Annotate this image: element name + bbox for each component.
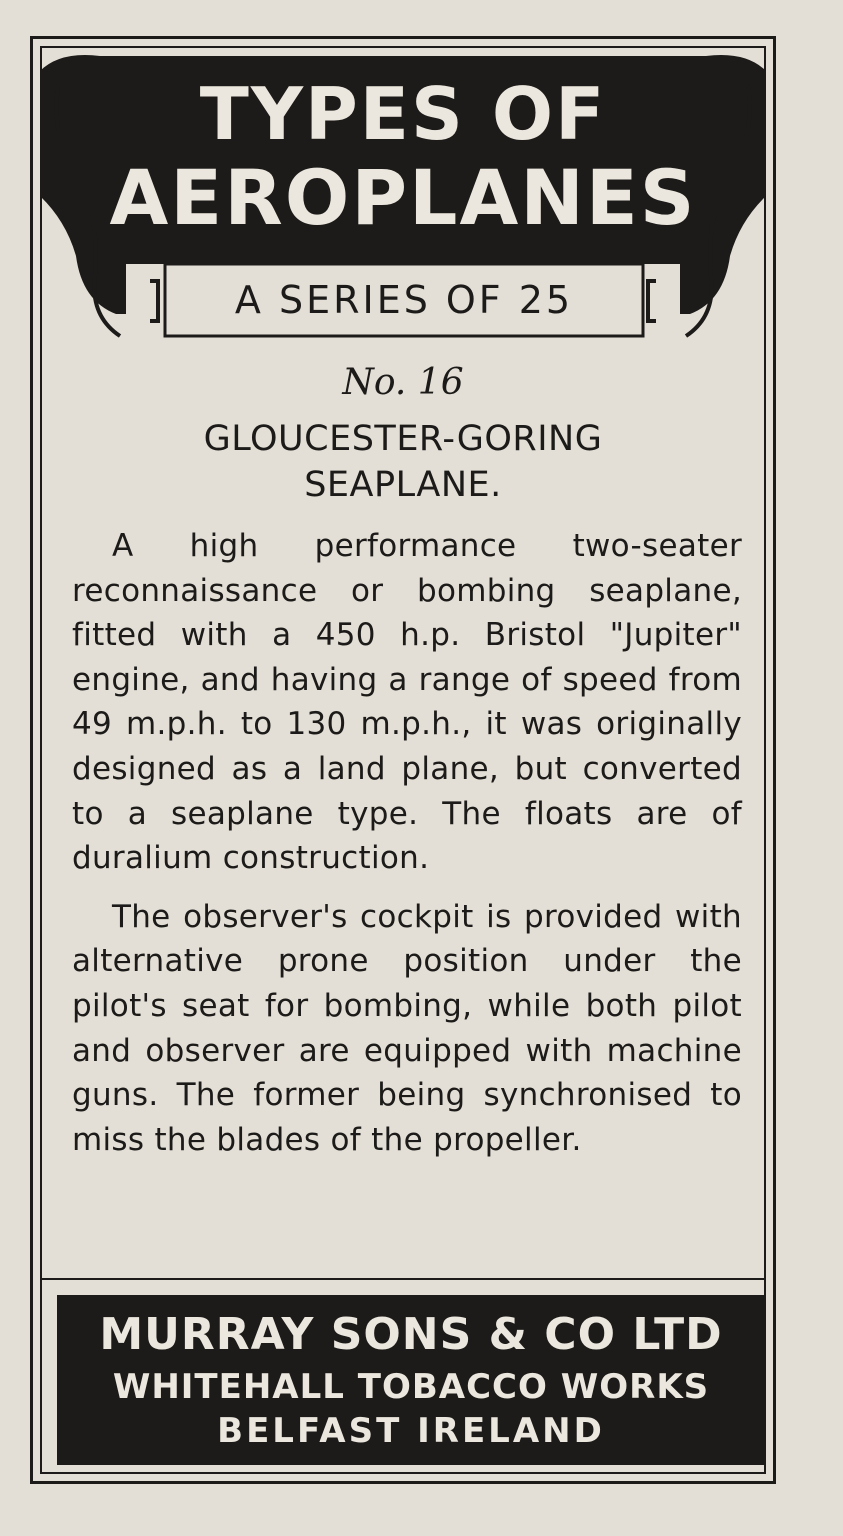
- series-bracket-right: [648, 281, 656, 321]
- footer-works: WHITEHALL TOBACCO WORKS: [112, 1367, 710, 1407]
- footer-place: BELFAST IRELAND: [217, 1411, 605, 1451]
- plane-name-line-1: GLOUCESTER-GORING: [203, 419, 603, 459]
- title-line-2: AEROPLANES: [109, 153, 697, 242]
- card-number: No. 16: [342, 362, 464, 403]
- description-paragraph-1: A high performance two-seater reconnaissance or bombing seaplane, fitted with a 450 h.p. Bristol "Jupiter" engine, and having a range of speed from 49 m.p.h. to 130 m.p.h., it was originally designed as a land plane, but converted to a seaplane type. The floats are of duralium construction.: [72, 528, 742, 877]
- plane-name: [40, 416, 766, 508]
- description-paragraph-2: The observer's cockpit is provided with alternative prone position under the pilot's seat for bombing, while both pilot and observer are equipped with machine guns. The former being synchronised to miss the blades of the propeller.: [72, 898, 742, 1158]
- series-label: A SERIES OF 25: [234, 278, 574, 322]
- series-bracket-left: [150, 281, 158, 321]
- plane-name-line-2: SEAPLANE.: [304, 465, 502, 505]
- description: [72, 524, 742, 1176]
- manufacturer-footer: [57, 1295, 765, 1465]
- footer-divider: [40, 1278, 766, 1280]
- footer-company: MURRAY SONS & CO LTD: [99, 1309, 723, 1360]
- title-line-1: TYPES OF: [199, 72, 607, 156]
